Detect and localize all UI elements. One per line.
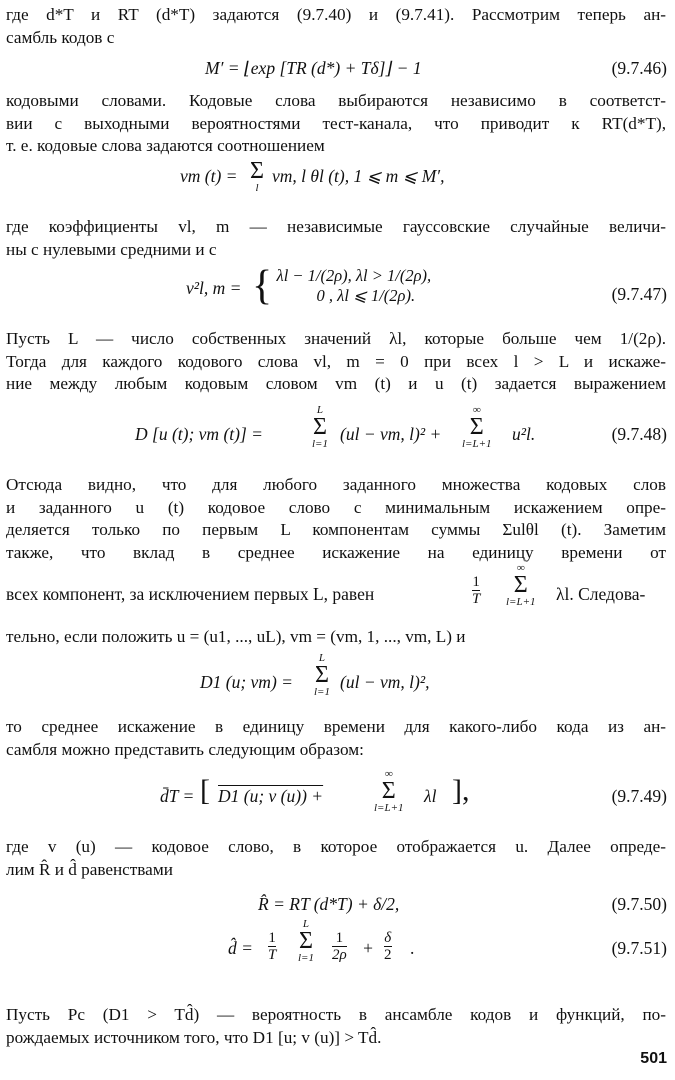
sum-upper-limit: ∞: [384, 768, 393, 780]
paragraph-5: [6, 474, 666, 564]
text-line: самбль кодов с: [6, 27, 115, 47]
equation-number: (9.7.51): [611, 938, 667, 958]
sum-lower-limit: l=1: [312, 438, 328, 450]
sum-upper-limit: ∞: [516, 562, 525, 574]
sum-symbol: L Σ l=1: [314, 652, 330, 698]
sum-symbol: ∞ Σ l=L+1: [506, 562, 536, 608]
equation-number: (9.7.50): [611, 894, 667, 914]
page-number: 501: [640, 1050, 667, 1067]
text-line: и заданного u (t) кодовое слово с минимальным искажением опре-: [6, 497, 666, 517]
paragraph-2: [6, 90, 666, 158]
text-line: где d*T и RT (d*T) задаются (9.7.40) и (9.7.41). Рассмотрим теперь ан-: [6, 5, 666, 24]
text-line: также, что вклад в среднее искажение на единицу времени от: [6, 542, 666, 562]
sum-symbol: L Σ l=1: [298, 918, 314, 964]
equation-term-2: u²l.: [512, 424, 536, 444]
sum-symbol: L Σ l=1: [312, 404, 328, 450]
sum-lower-limit: l=1: [314, 686, 330, 698]
sum-lower-limit: l: [255, 182, 259, 194]
text-line: Отсюда видно, что для любого заданного множества кодовых слов: [6, 475, 666, 494]
fraction: $\frac{1}{2\rho}$: [332, 930, 347, 963]
text-line: где v (u) — кодовое слово, в которое отображается u. Далее опреде-: [6, 837, 666, 856]
sum-lower-limit: l=L+1: [462, 438, 492, 450]
text-line: самбля можно представить следующим образом:: [6, 739, 364, 759]
text-line: Тогда для каждого кодового слова vl, m = 0 при всех l > L и искаже-: [6, 351, 666, 371]
text-line: т. е. кодовые слова задаются соотношением: [6, 136, 325, 155]
paragraph-3: [6, 216, 666, 261]
sum-upper-limit: L: [318, 652, 326, 664]
text-line: деляется только по первым L компонентам суммы Σulθl (t). Заметим: [6, 520, 666, 539]
case-1: λl − 1/(2ρ), λl > 1/(2ρ),: [276, 266, 432, 285]
equation-inner: D1 (u; v (u)) +: [218, 786, 324, 806]
equation-lhs: d̂ =: [228, 938, 253, 958]
text-line: Пусть L — число собственных значений λl, которые больше чем 1/(2ρ).: [6, 329, 666, 348]
equation-9-7-49: [0, 768, 675, 824]
sum-symbol: Σ l: [250, 158, 264, 194]
numerator: 1: [472, 574, 480, 590]
paragraph-6-line: [0, 562, 675, 622]
text-line: тельно, если положить u = (u1, ..., uL), vm = (vm, 1, ..., vm, L) и: [6, 627, 466, 646]
paragraph-9: [6, 836, 666, 881]
equation-expr: M′ = ⌊exp [TR (d*) + Tδ]⌋ − 1: [205, 58, 422, 78]
sum-lower-limit: l=L+1: [506, 596, 536, 608]
paragraph-8: [6, 716, 666, 761]
sum-upper-limit: L: [302, 918, 310, 930]
sum-upper-limit: L: [316, 404, 324, 416]
equation-9-7-48: [0, 404, 675, 460]
equation-rhs: vm, l θl (t), 1 ⩽ m ⩽ M′,: [272, 166, 445, 186]
sum-symbol: ∞ Σ l=L+1: [462, 404, 492, 450]
denominator: T: [472, 591, 481, 607]
text-line: λl. Следова-: [556, 584, 646, 604]
equation-number: (9.7.48): [611, 424, 667, 444]
fraction: $\frac{\delta}{2}$: [384, 930, 392, 963]
equation-9-7-47: [0, 263, 675, 316]
equation-vm: [0, 160, 675, 206]
equation-term-1: (ul − vm, l)² +: [340, 424, 442, 444]
equation-9-7-51: [0, 918, 675, 978]
equation-tail: λl: [424, 786, 437, 806]
cases: [277, 266, 432, 306]
sum-symbol: ∞ Σ l=L+1: [374, 768, 404, 814]
equation-lhs: v²l, m =: [186, 278, 242, 298]
paragraph-10: [6, 1004, 666, 1049]
equation-plus: +: [362, 938, 374, 958]
equation-number: (9.7.46): [611, 58, 667, 78]
text-line: то среднее искажение в единицу времени для какого-либо кода из ан-: [6, 717, 666, 736]
text-line: всех компонент, за исключением первых L, равен: [6, 584, 375, 604]
text-line: вии с выходными вероятностями тест-канала, что приводит к RT(d*T),: [6, 113, 666, 133]
equation-number: (9.7.49): [611, 786, 667, 806]
paragraph-4: [6, 328, 666, 396]
text-line: рождаемых источником того, что D1 [u; v (u)] > Td̂.: [6, 1027, 382, 1047]
equation-lhs: vm (t) =: [180, 166, 238, 186]
sum-upper-limit: ∞: [472, 404, 481, 416]
right-bracket: ],: [452, 774, 470, 807]
equation-number: (9.7.47): [611, 284, 667, 304]
text-line: Пусть Pc (D1 > Td̂) — вероятность в ансамбле кодов и функций, по-: [6, 1005, 666, 1024]
text-line: ны с нулевыми средними и с: [6, 239, 217, 259]
sum-lower-limit: l=1: [298, 952, 314, 964]
equation-d1: [0, 652, 675, 708]
paragraph-1: [6, 4, 666, 49]
text-line: где коэффициенты vl, m — независимые гауссовские случайные величи-: [6, 217, 666, 236]
left-bracket: [: [200, 774, 210, 807]
equation-rhs: (ul − vm, l)²,: [340, 672, 430, 692]
fraction: [472, 574, 480, 607]
case-2: 0 , λl ⩽ 1/(2ρ).: [316, 286, 416, 305]
left-brace: {: [252, 263, 273, 309]
equation-lhs: d̄T =: [160, 786, 195, 806]
equation-lhs: D [u (t); vm (t)] =: [135, 424, 263, 444]
text-line: лим R̂ и d̂ равенствами: [6, 859, 173, 879]
fraction: $\frac{1}{T}$: [268, 930, 277, 963]
sum-lower-limit: l=L+1: [374, 802, 404, 814]
text-line: кодовыми словами. Кодовые слова выбираются независимо в соответст-: [6, 91, 666, 110]
paragraph-7: [6, 626, 666, 649]
equation-lhs: D1 (u; vm) =: [200, 672, 293, 692]
equation-expr: R̂ = RT (d*T) + δ/2,: [258, 894, 400, 914]
period: .: [410, 938, 415, 958]
text-line: ние между любым кодовым словом vm (t) и u (t) задается выражением: [6, 374, 666, 393]
cases-block: [252, 263, 432, 309]
